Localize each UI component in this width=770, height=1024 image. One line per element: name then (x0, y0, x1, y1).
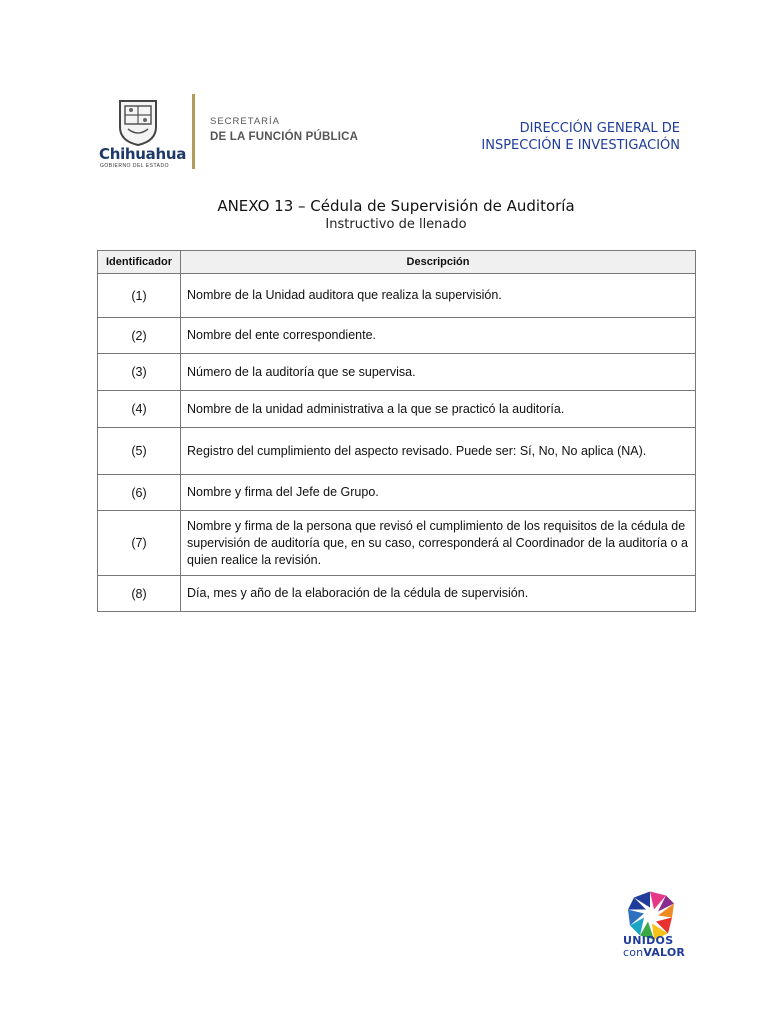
row-description: Nombre y firma de la persona que revisó el cumplimiento de los requisitos de la cédula de supervisión de auditoría que, en su caso, corresponderá al Coordinador de la auditoría o a quien realice la revisión. (181, 511, 696, 576)
row-description: Registro del cumplimiento del aspecto revisado. Puede ser: Sí, No, No aplica (NA). (181, 428, 696, 475)
direccion-line-2: INSPECCIÓN E INVESTIGACIÓN (481, 138, 680, 153)
document-subtitle: Instructivo de llenado (325, 217, 467, 232)
direccion-line-1: DIRECCIÓN GENERAL DE (519, 121, 680, 136)
document-title: ANEXO 13 – Cédula de Supervisión de Auditoría (217, 197, 575, 215)
row-id: (4) (98, 391, 181, 428)
footer-slogan-line-2 (623, 946, 685, 959)
brand-subtitle: GOBIERNO DEL ESTADO (100, 163, 169, 169)
table-row (98, 354, 696, 391)
row-description: Número de la auditoría que se supervisa. (181, 354, 696, 391)
row-id: (3) (98, 354, 181, 391)
row-description: Nombre y firma del Jefe de Grupo. (181, 475, 696, 511)
row-id: (8) (98, 576, 181, 612)
table-row (98, 318, 696, 354)
divider (192, 94, 195, 169)
row-description: Día, mes y año de la elaboración de la cédula de supervisión. (181, 576, 696, 612)
footer-con: con (623, 946, 644, 959)
row-description: Nombre de la unidad administrativa a la que se practicó la auditoría. (181, 391, 696, 428)
footer-slogan-line-1: UNIDOS (623, 934, 674, 947)
row-description: Nombre de la Unidad auditora que realiza la supervisión. (181, 274, 696, 318)
table-row (98, 576, 696, 612)
secretaria-name: DE LA FUNCIÓN PÚBLICA (210, 131, 359, 143)
header-descripcion: Descripción (181, 251, 696, 274)
page-header (0, 0, 770, 190)
instructions-table (97, 250, 696, 612)
row-id: (2) (98, 318, 181, 354)
table-row (98, 274, 696, 318)
table-row (98, 475, 696, 511)
row-id: (7) (98, 511, 181, 576)
row-description: Nombre del ente correspondiente. (181, 318, 696, 354)
table-header-row (98, 251, 696, 274)
table-row (98, 428, 696, 475)
state-seal-icon (116, 97, 160, 147)
row-id: (5) (98, 428, 181, 475)
secretaria-label: SECRETARÍA (210, 116, 281, 127)
table-row (98, 511, 696, 576)
header-identificador: Identificador (98, 251, 181, 274)
table-row (98, 391, 696, 428)
footer-valor: VALOR (643, 946, 686, 959)
brand-name: Chihuahua (99, 145, 187, 163)
row-id: (1) (98, 274, 181, 318)
direccion-heading (430, 120, 680, 154)
row-id: (6) (98, 475, 181, 511)
